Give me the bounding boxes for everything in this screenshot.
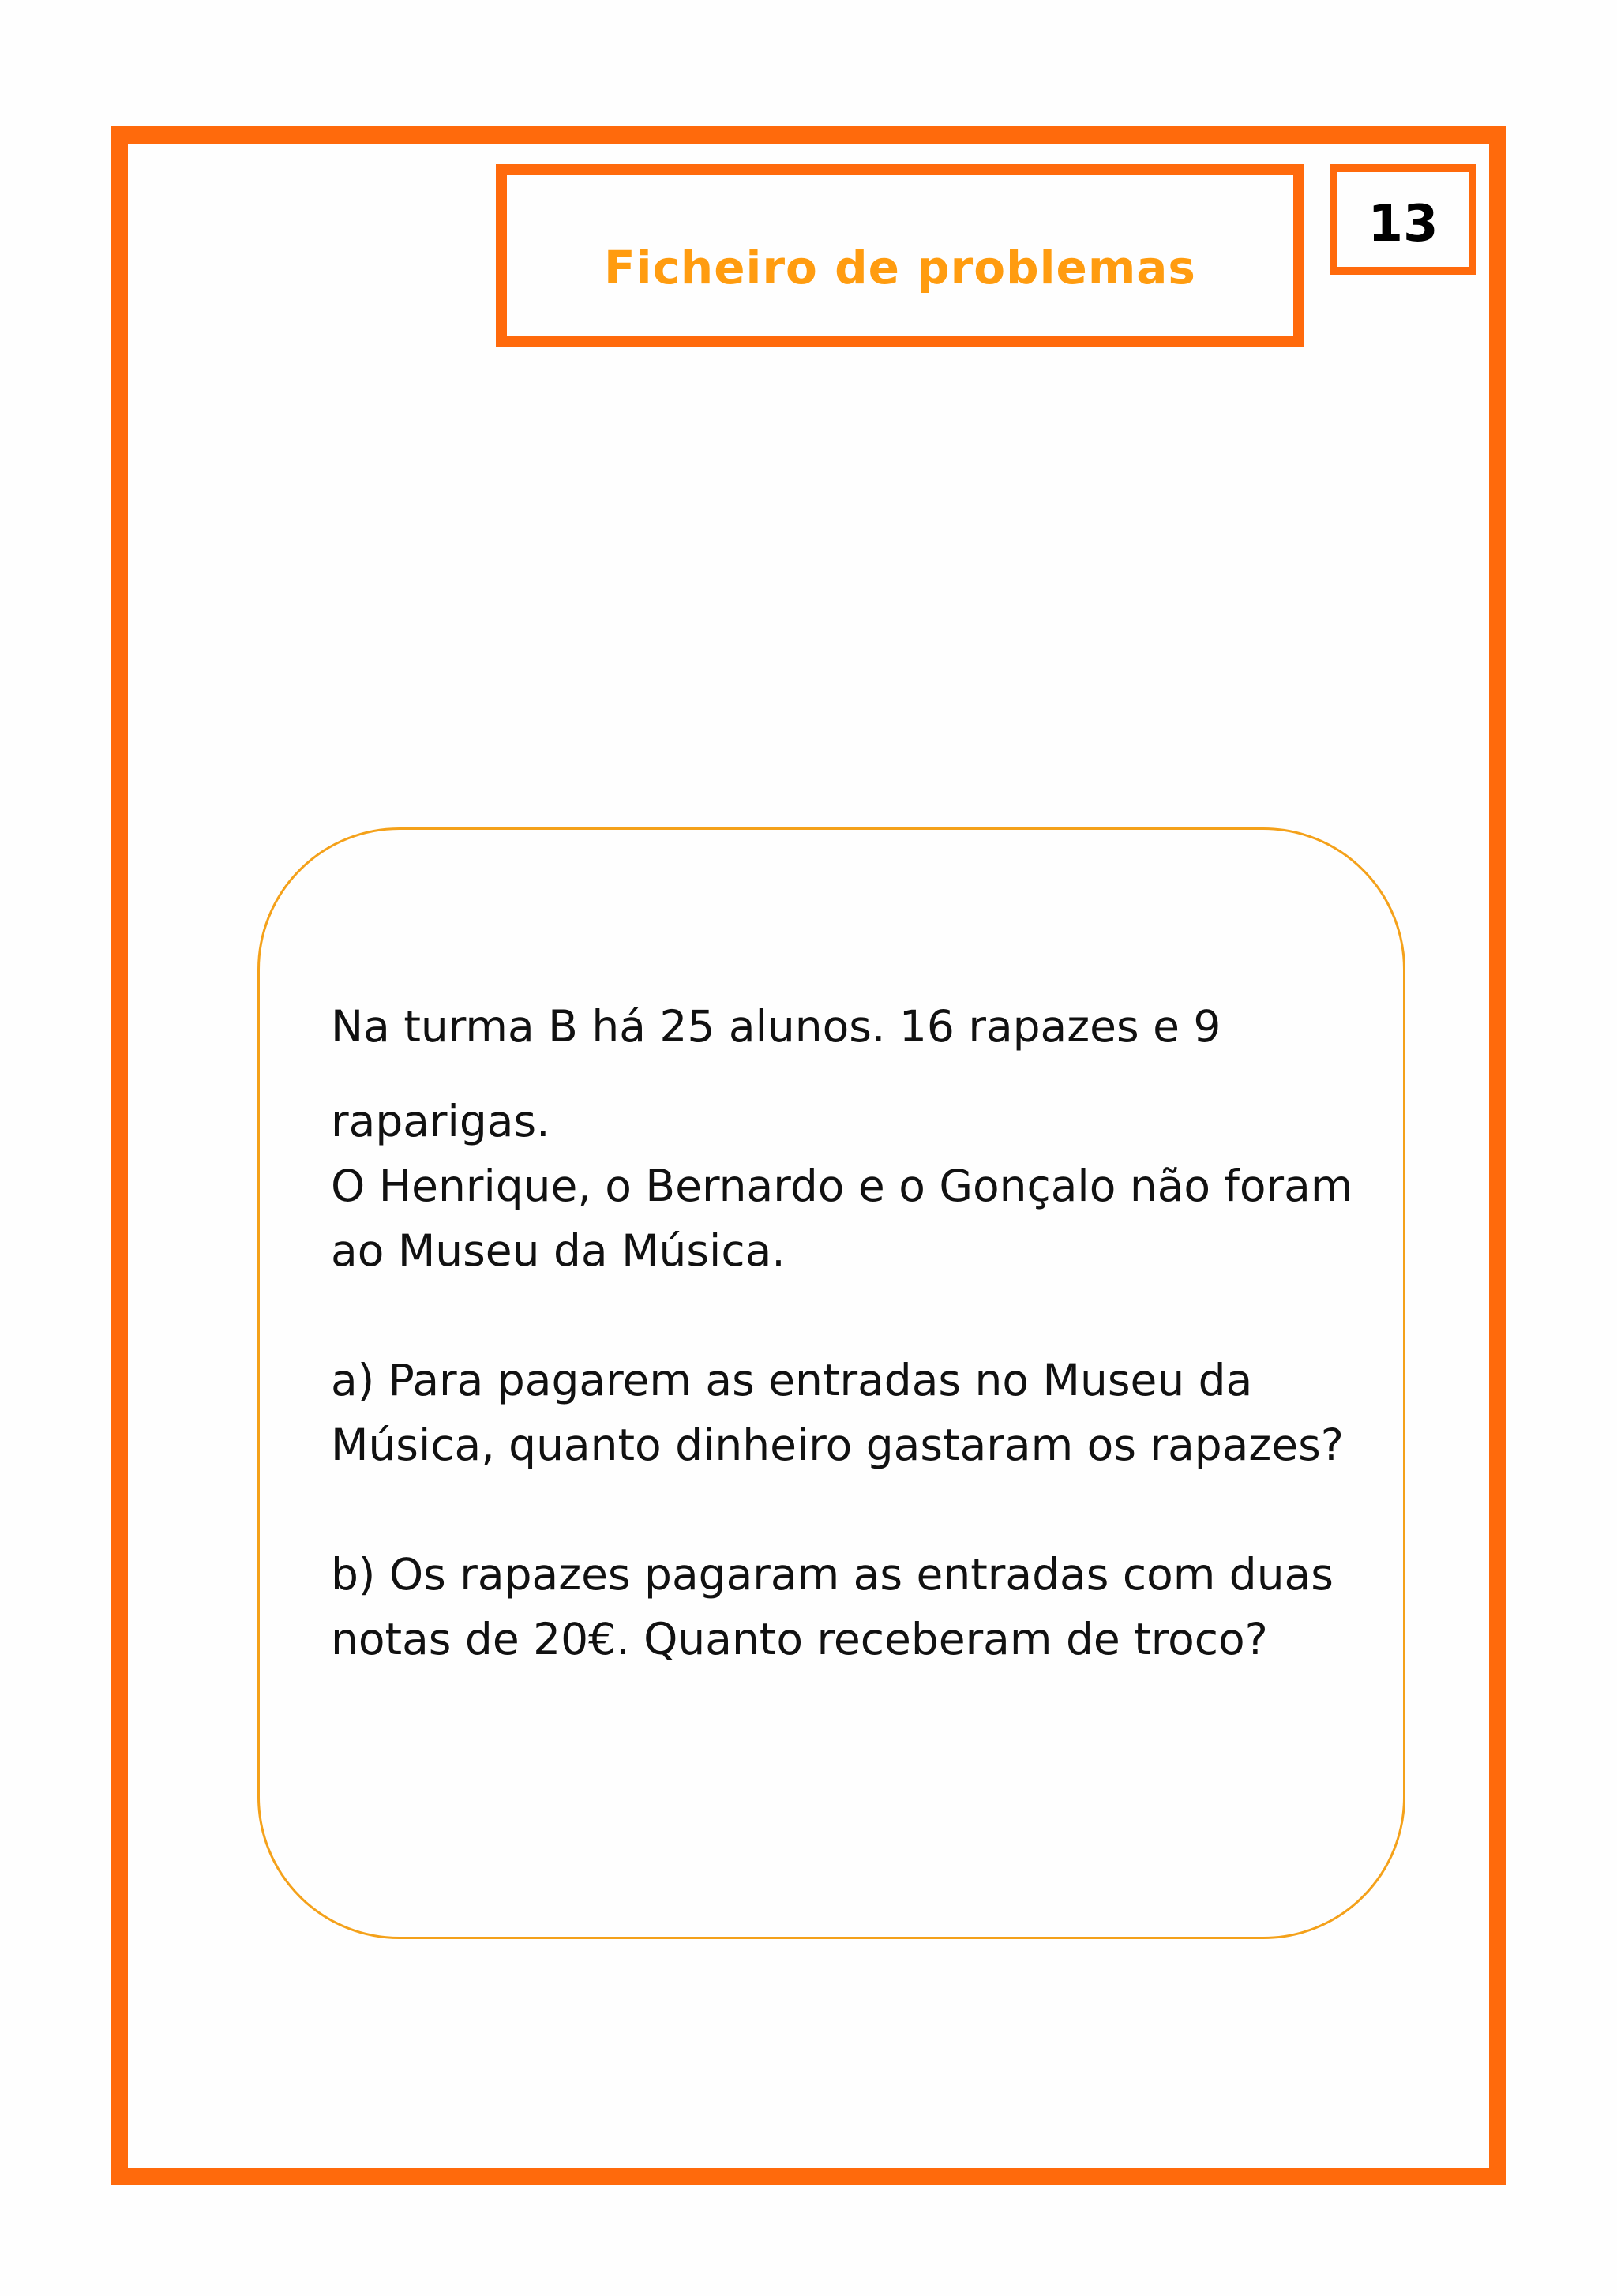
question-a-line-2: Música, quanto dinheiro gastaram os rapazes? [331, 1420, 1344, 1470]
problem-number-box [1330, 164, 1476, 275]
problem-line-2: raparigas. [331, 1096, 550, 1146]
problem-number: 13 [1368, 195, 1439, 253]
question-a-line-1: a) Para pagarem as entradas no Museu da [331, 1355, 1253, 1405]
problem-line-1: Na turma B há 25 alunos. 16 rapazes e 9 [331, 1001, 1221, 1052]
problem-line-3: O Henrique, o Bernardo e o Gonçalo não foram [331, 1161, 1353, 1211]
title-box [496, 164, 1304, 347]
question-b-line-2: notas de 20€. Quanto receberam de troco? [331, 1614, 1268, 1664]
problem-card [257, 827, 1405, 1939]
problem-line-4: ao Museu da Música. [331, 1225, 786, 1276]
page-title: Ficheiro de problemas [604, 241, 1196, 295]
question-b-line-1: b) Os rapazes pagaram as entradas com duas [331, 1549, 1334, 1600]
